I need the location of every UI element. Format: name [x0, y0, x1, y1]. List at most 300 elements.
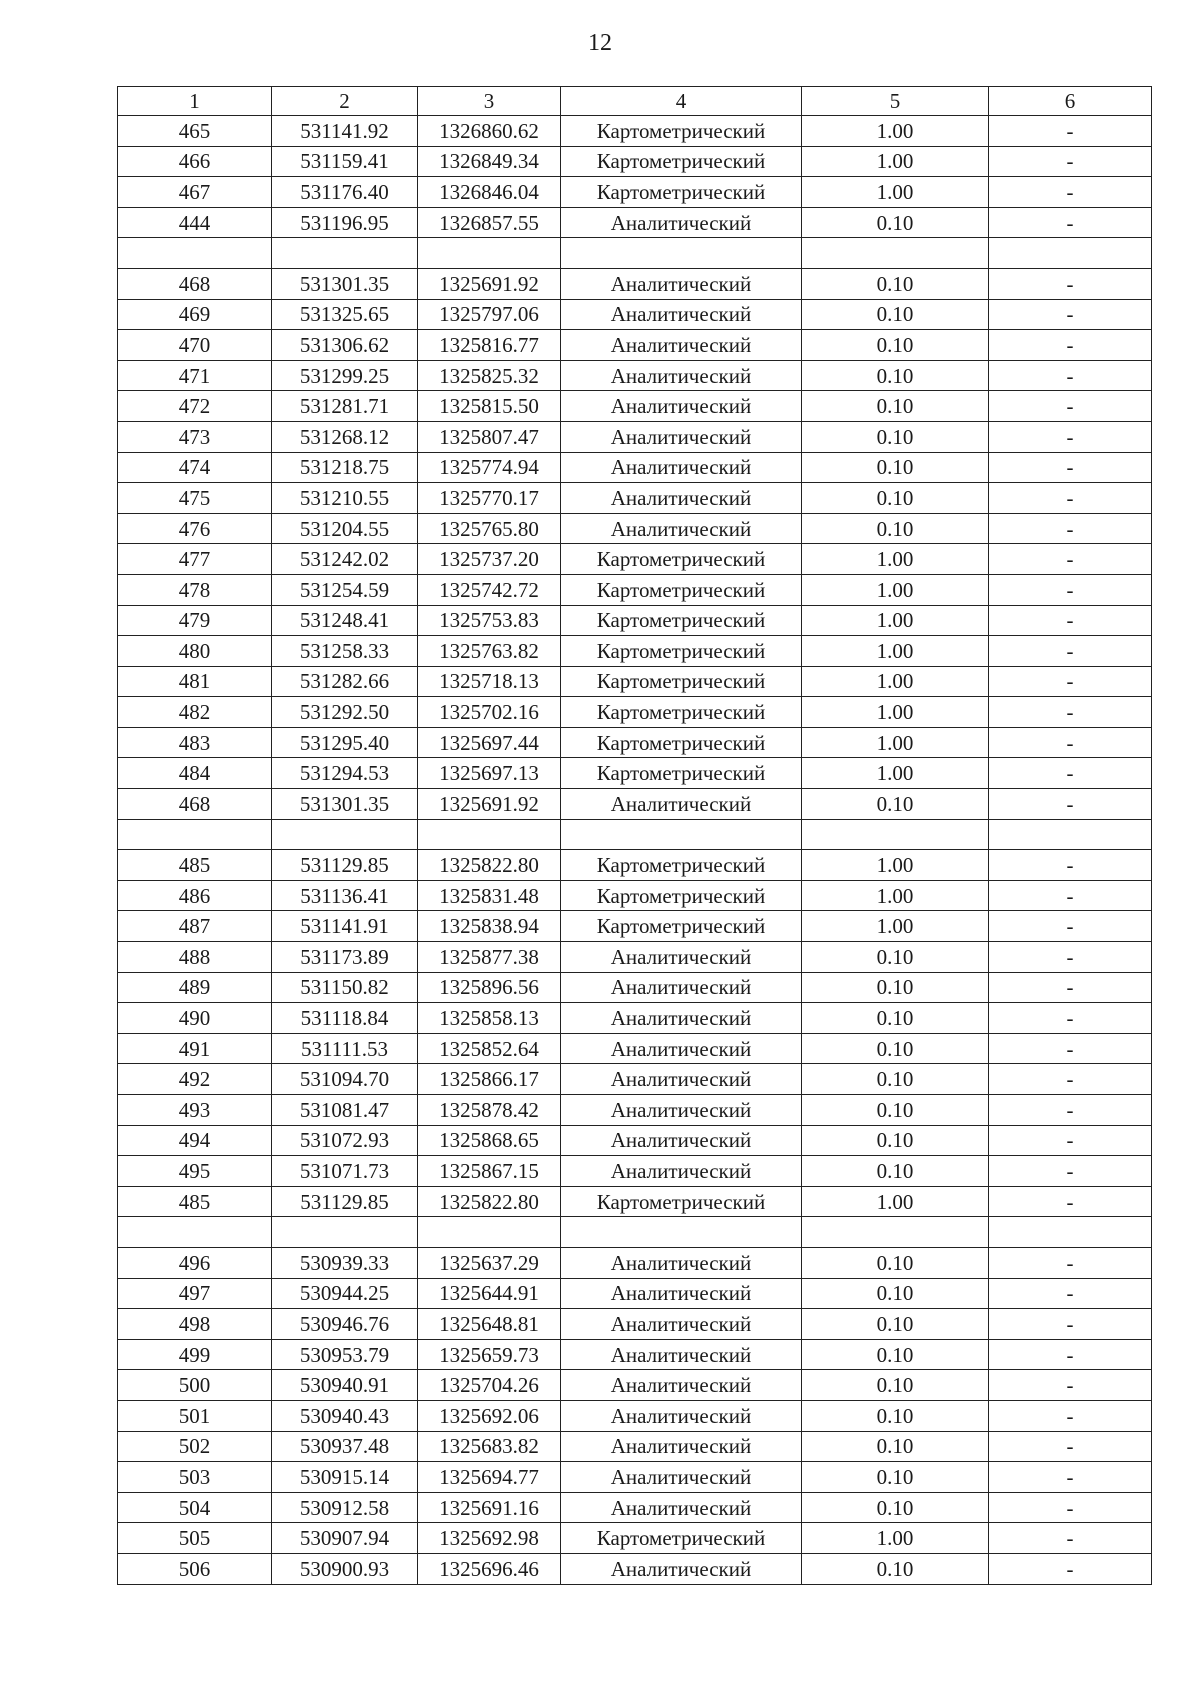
- y-coordinate-cell: 1325694.77: [418, 1462, 561, 1493]
- x-coordinate-cell: 530915.14: [272, 1462, 418, 1493]
- y-coordinate-cell: 1325852.64: [418, 1033, 561, 1064]
- table-header-row: [118, 87, 1152, 116]
- method-cell: Картометрический: [561, 758, 802, 789]
- x-coordinate-cell: 531118.84: [272, 1003, 418, 1034]
- point-number-cell: 477: [118, 544, 272, 575]
- table-row: [118, 1400, 1152, 1431]
- x-coordinate-cell: 531218.75: [272, 452, 418, 483]
- x-coordinate-cell: 531081.47: [272, 1095, 418, 1126]
- note-cell: -: [989, 880, 1152, 911]
- note-cell: -: [989, 1186, 1152, 1217]
- method-cell: Аналитический: [561, 1462, 802, 1493]
- note-cell: -: [989, 727, 1152, 758]
- method-cell: Аналитический: [561, 299, 802, 330]
- method-cell: Аналитический: [561, 1064, 802, 1095]
- table-row: [118, 1553, 1152, 1584]
- point-number-cell: [118, 238, 272, 269]
- y-coordinate-cell: 1325822.80: [418, 1186, 561, 1217]
- note-cell: -: [989, 421, 1152, 452]
- point-number-cell: 493: [118, 1095, 272, 1126]
- x-coordinate-cell: 531071.73: [272, 1156, 418, 1187]
- x-coordinate-cell: 531176.40: [272, 177, 418, 208]
- point-number-cell: 499: [118, 1339, 272, 1370]
- accuracy-cell: 1.00: [802, 1523, 989, 1554]
- note-cell: -: [989, 513, 1152, 544]
- y-coordinate-cell: 1325691.92: [418, 789, 561, 820]
- note-cell: -: [989, 1125, 1152, 1156]
- method-cell: [561, 1217, 802, 1248]
- note-cell: -: [989, 1278, 1152, 1309]
- accuracy-cell: 0.10: [802, 1156, 989, 1187]
- method-cell: Аналитический: [561, 513, 802, 544]
- column-header: 1: [118, 87, 272, 116]
- y-coordinate-cell: 1325866.17: [418, 1064, 561, 1095]
- table-row: [118, 360, 1152, 391]
- y-coordinate-cell: 1325637.29: [418, 1247, 561, 1278]
- method-cell: [561, 819, 802, 850]
- y-coordinate-cell: 1325797.06: [418, 299, 561, 330]
- table-row: [118, 942, 1152, 973]
- table-row: [118, 116, 1152, 147]
- table-row: [118, 1370, 1152, 1401]
- accuracy-cell: 1.00: [802, 727, 989, 758]
- x-coordinate-cell: 530907.94: [272, 1523, 418, 1554]
- note-cell: -: [989, 636, 1152, 667]
- y-coordinate-cell: 1325702.16: [418, 697, 561, 728]
- x-coordinate-cell: 531306.62: [272, 330, 418, 361]
- y-coordinate-cell: 1325691.92: [418, 268, 561, 299]
- x-coordinate-cell: 531325.65: [272, 299, 418, 330]
- point-number-cell: 467: [118, 177, 272, 208]
- y-coordinate-cell: 1325896.56: [418, 972, 561, 1003]
- point-number-cell: 497: [118, 1278, 272, 1309]
- method-cell: Аналитический: [561, 942, 802, 973]
- method-cell: Аналитический: [561, 421, 802, 452]
- x-coordinate-cell: 531150.82: [272, 972, 418, 1003]
- table-row: [118, 819, 1152, 850]
- x-coordinate-cell: 531301.35: [272, 268, 418, 299]
- point-number-cell: 478: [118, 574, 272, 605]
- table-row: [118, 605, 1152, 636]
- accuracy-cell: 1.00: [802, 636, 989, 667]
- note-cell: -: [989, 1370, 1152, 1401]
- accuracy-cell: 0.10: [802, 1462, 989, 1493]
- note-cell: -: [989, 116, 1152, 147]
- point-number-cell: 489: [118, 972, 272, 1003]
- y-coordinate-cell: 1325831.48: [418, 880, 561, 911]
- x-coordinate-cell: 531295.40: [272, 727, 418, 758]
- note-cell: -: [989, 697, 1152, 728]
- point-number-cell: 490: [118, 1003, 272, 1034]
- table-row: [118, 207, 1152, 238]
- method-cell: Картометрический: [561, 605, 802, 636]
- accuracy-cell: 0.10: [802, 1370, 989, 1401]
- x-coordinate-cell: 531129.85: [272, 850, 418, 881]
- x-coordinate-cell: 531141.92: [272, 116, 418, 147]
- method-cell: Аналитический: [561, 360, 802, 391]
- point-number-cell: 469: [118, 299, 272, 330]
- point-number-cell: 475: [118, 483, 272, 514]
- point-number-cell: 484: [118, 758, 272, 789]
- point-number-cell: 494: [118, 1125, 272, 1156]
- page-number: 12: [588, 30, 612, 56]
- method-cell: Картометрический: [561, 636, 802, 667]
- y-coordinate-cell: 1325877.38: [418, 942, 561, 973]
- point-number-cell: 505: [118, 1523, 272, 1554]
- note-cell: -: [989, 299, 1152, 330]
- coordinates-table: [117, 86, 1152, 1585]
- point-number-cell: 500: [118, 1370, 272, 1401]
- accuracy-cell: 0.10: [802, 1125, 989, 1156]
- column-header: 3: [418, 87, 561, 116]
- x-coordinate-cell: 530900.93: [272, 1553, 418, 1584]
- x-coordinate-cell: 531094.70: [272, 1064, 418, 1095]
- x-coordinate-cell: 531196.95: [272, 207, 418, 238]
- point-number-cell: 479: [118, 605, 272, 636]
- point-number-cell: 506: [118, 1553, 272, 1584]
- point-number-cell: 470: [118, 330, 272, 361]
- point-number-cell: 504: [118, 1492, 272, 1523]
- accuracy-cell: 0.10: [802, 452, 989, 483]
- x-coordinate-cell: 531258.33: [272, 636, 418, 667]
- method-cell: Аналитический: [561, 1095, 802, 1126]
- x-coordinate-cell: 531248.41: [272, 605, 418, 636]
- table-row: [118, 513, 1152, 544]
- table-row: [118, 1309, 1152, 1340]
- accuracy-cell: [802, 819, 989, 850]
- table-row: [118, 1033, 1152, 1064]
- method-cell: Картометрический: [561, 666, 802, 697]
- method-cell: Картометрический: [561, 1523, 802, 1554]
- table-row: [118, 789, 1152, 820]
- accuracy-cell: 1.00: [802, 697, 989, 728]
- accuracy-cell: [802, 1217, 989, 1248]
- note-cell: -: [989, 452, 1152, 483]
- y-coordinate-cell: 1325696.46: [418, 1553, 561, 1584]
- accuracy-cell: 1.00: [802, 574, 989, 605]
- y-coordinate-cell: 1325807.47: [418, 421, 561, 452]
- x-coordinate-cell: 531299.25: [272, 360, 418, 391]
- point-number-cell: 485: [118, 850, 272, 881]
- x-coordinate-cell: 530940.43: [272, 1400, 418, 1431]
- y-coordinate-cell: 1326857.55: [418, 207, 561, 238]
- note-cell: -: [989, 1431, 1152, 1462]
- point-number-cell: 491: [118, 1033, 272, 1064]
- y-coordinate-cell: 1325737.20: [418, 544, 561, 575]
- note-cell: -: [989, 1033, 1152, 1064]
- point-number-cell: 466: [118, 146, 272, 177]
- method-cell: Аналитический: [561, 1156, 802, 1187]
- y-coordinate-cell: 1325825.32: [418, 360, 561, 391]
- x-coordinate-cell: 530939.33: [272, 1247, 418, 1278]
- table-row: [118, 1278, 1152, 1309]
- x-coordinate-cell: 531292.50: [272, 697, 418, 728]
- x-coordinate-cell: 531173.89: [272, 942, 418, 973]
- point-number-cell: 496: [118, 1247, 272, 1278]
- accuracy-cell: 0.10: [802, 1033, 989, 1064]
- table-row: [118, 1247, 1152, 1278]
- accuracy-cell: 1.00: [802, 146, 989, 177]
- method-cell: Аналитический: [561, 1400, 802, 1431]
- point-number-cell: 444: [118, 207, 272, 238]
- accuracy-cell: 1.00: [802, 1186, 989, 1217]
- table-row: [118, 850, 1152, 881]
- note-cell: -: [989, 1339, 1152, 1370]
- y-coordinate-cell: [418, 1217, 561, 1248]
- note-cell: -: [989, 360, 1152, 391]
- x-coordinate-cell: 531294.53: [272, 758, 418, 789]
- accuracy-cell: 1.00: [802, 850, 989, 881]
- point-number-cell: 482: [118, 697, 272, 728]
- table-row: [118, 758, 1152, 789]
- method-cell: Аналитический: [561, 1125, 802, 1156]
- x-coordinate-cell: 530953.79: [272, 1339, 418, 1370]
- accuracy-cell: 0.10: [802, 1003, 989, 1034]
- note-cell: -: [989, 177, 1152, 208]
- accuracy-cell: 0.10: [802, 207, 989, 238]
- method-cell: Картометрический: [561, 574, 802, 605]
- method-cell: Аналитический: [561, 268, 802, 299]
- table-row: [118, 330, 1152, 361]
- table-row: [118, 1462, 1152, 1493]
- accuracy-cell: 0.10: [802, 391, 989, 422]
- point-number-cell: 502: [118, 1431, 272, 1462]
- accuracy-cell: 1.00: [802, 911, 989, 942]
- note-cell: -: [989, 942, 1152, 973]
- y-coordinate-cell: 1325765.80: [418, 513, 561, 544]
- method-cell: Аналитический: [561, 1553, 802, 1584]
- method-cell: Картометрический: [561, 177, 802, 208]
- method-cell: Аналитический: [561, 1339, 802, 1370]
- accuracy-cell: 0.10: [802, 1492, 989, 1523]
- y-coordinate-cell: 1326846.04: [418, 177, 561, 208]
- point-number-cell: [118, 1217, 272, 1248]
- note-cell: -: [989, 1247, 1152, 1278]
- y-coordinate-cell: 1325718.13: [418, 666, 561, 697]
- point-number-cell: 468: [118, 789, 272, 820]
- x-coordinate-cell: 531072.93: [272, 1125, 418, 1156]
- y-coordinate-cell: 1325753.83: [418, 605, 561, 636]
- table-row: [118, 1523, 1152, 1554]
- note-cell: [989, 238, 1152, 269]
- note-cell: -: [989, 1156, 1152, 1187]
- table-row: [118, 1156, 1152, 1187]
- table-row: [118, 1492, 1152, 1523]
- table-row: [118, 1339, 1152, 1370]
- table-row: [118, 911, 1152, 942]
- table-row: [118, 1095, 1152, 1126]
- x-coordinate-cell: [272, 238, 418, 269]
- accuracy-cell: 0.10: [802, 942, 989, 973]
- note-cell: -: [989, 1400, 1152, 1431]
- accuracy-cell: 0.10: [802, 1431, 989, 1462]
- table-row: [118, 880, 1152, 911]
- note-cell: -: [989, 330, 1152, 361]
- point-number-cell: 476: [118, 513, 272, 544]
- x-coordinate-cell: [272, 1217, 418, 1248]
- table-row: [118, 544, 1152, 575]
- note-cell: -: [989, 544, 1152, 575]
- accuracy-cell: 0.10: [802, 483, 989, 514]
- table-row: [118, 299, 1152, 330]
- column-header: 4: [561, 87, 802, 116]
- x-coordinate-cell: 531301.35: [272, 789, 418, 820]
- note-cell: [989, 819, 1152, 850]
- point-number-cell: 486: [118, 880, 272, 911]
- table-row: [118, 574, 1152, 605]
- note-cell: -: [989, 1095, 1152, 1126]
- accuracy-cell: 1.00: [802, 666, 989, 697]
- accuracy-cell: 0.10: [802, 513, 989, 544]
- table-row: [118, 238, 1152, 269]
- y-coordinate-cell: 1325692.98: [418, 1523, 561, 1554]
- method-cell: Картометрический: [561, 116, 802, 147]
- method-cell: Аналитический: [561, 1247, 802, 1278]
- accuracy-cell: 0.10: [802, 1339, 989, 1370]
- x-coordinate-cell: 531141.91: [272, 911, 418, 942]
- method-cell: Картометрический: [561, 727, 802, 758]
- x-coordinate-cell: 530944.25: [272, 1278, 418, 1309]
- y-coordinate-cell: 1325742.72: [418, 574, 561, 605]
- x-coordinate-cell: 531159.41: [272, 146, 418, 177]
- method-cell: Аналитический: [561, 330, 802, 361]
- point-number-cell: 465: [118, 116, 272, 147]
- accuracy-cell: 0.10: [802, 268, 989, 299]
- accuracy-cell: [802, 238, 989, 269]
- table-row: [118, 391, 1152, 422]
- point-number-cell: 471: [118, 360, 272, 391]
- note-cell: -: [989, 1309, 1152, 1340]
- table-row: [118, 1003, 1152, 1034]
- method-cell: Картометрический: [561, 880, 802, 911]
- y-coordinate-cell: 1325644.91: [418, 1278, 561, 1309]
- point-number-cell: 468: [118, 268, 272, 299]
- note-cell: -: [989, 483, 1152, 514]
- column-header: 2: [272, 87, 418, 116]
- note-cell: -: [989, 1064, 1152, 1095]
- point-number-cell: [118, 819, 272, 850]
- table-row: [118, 1217, 1152, 1248]
- accuracy-cell: 1.00: [802, 880, 989, 911]
- column-header: 5: [802, 87, 989, 116]
- point-number-cell: 495: [118, 1156, 272, 1187]
- x-coordinate-cell: 530912.58: [272, 1492, 418, 1523]
- table-row: [118, 636, 1152, 667]
- method-cell: Аналитический: [561, 1370, 802, 1401]
- point-number-cell: 501: [118, 1400, 272, 1431]
- x-coordinate-cell: 530937.48: [272, 1431, 418, 1462]
- point-number-cell: 498: [118, 1309, 272, 1340]
- accuracy-cell: 0.10: [802, 1309, 989, 1340]
- point-number-cell: 473: [118, 421, 272, 452]
- accuracy-cell: 0.10: [802, 789, 989, 820]
- method-cell: Аналитический: [561, 1492, 802, 1523]
- note-cell: -: [989, 666, 1152, 697]
- y-coordinate-cell: 1325822.80: [418, 850, 561, 881]
- accuracy-cell: 0.10: [802, 1095, 989, 1126]
- x-coordinate-cell: 531268.12: [272, 421, 418, 452]
- method-cell: Картометрический: [561, 1186, 802, 1217]
- accuracy-cell: 1.00: [802, 758, 989, 789]
- table-row: [118, 421, 1152, 452]
- y-coordinate-cell: 1325683.82: [418, 1431, 561, 1462]
- note-cell: -: [989, 758, 1152, 789]
- point-number-cell: 483: [118, 727, 272, 758]
- method-cell: Аналитический: [561, 207, 802, 238]
- accuracy-cell: 0.10: [802, 1064, 989, 1095]
- table-row: [118, 1125, 1152, 1156]
- accuracy-cell: 0.10: [802, 1553, 989, 1584]
- accuracy-cell: 0.10: [802, 299, 989, 330]
- y-coordinate-cell: 1325815.50: [418, 391, 561, 422]
- point-number-cell: 485: [118, 1186, 272, 1217]
- y-coordinate-cell: 1325659.73: [418, 1339, 561, 1370]
- point-number-cell: 480: [118, 636, 272, 667]
- accuracy-cell: 0.10: [802, 1247, 989, 1278]
- method-cell: Картометрический: [561, 911, 802, 942]
- table-row: [118, 177, 1152, 208]
- accuracy-cell: 0.10: [802, 360, 989, 391]
- point-number-cell: 503: [118, 1462, 272, 1493]
- note-cell: [989, 1217, 1152, 1248]
- y-coordinate-cell: 1326860.62: [418, 116, 561, 147]
- x-coordinate-cell: 530946.76: [272, 1309, 418, 1340]
- y-coordinate-cell: 1325770.17: [418, 483, 561, 514]
- method-cell: Аналитический: [561, 789, 802, 820]
- note-cell: -: [989, 911, 1152, 942]
- accuracy-cell: 0.10: [802, 421, 989, 452]
- table-row: [118, 1064, 1152, 1095]
- note-cell: -: [989, 268, 1152, 299]
- note-cell: -: [989, 1003, 1152, 1034]
- point-number-cell: 488: [118, 942, 272, 973]
- y-coordinate-cell: 1325648.81: [418, 1309, 561, 1340]
- table-row: [118, 483, 1152, 514]
- note-cell: -: [989, 207, 1152, 238]
- point-number-cell: 492: [118, 1064, 272, 1095]
- note-cell: -: [989, 1553, 1152, 1584]
- x-coordinate-cell: 531242.02: [272, 544, 418, 575]
- table-row: [118, 1431, 1152, 1462]
- x-coordinate-cell: 530940.91: [272, 1370, 418, 1401]
- accuracy-cell: 1.00: [802, 177, 989, 208]
- accuracy-cell: 1.00: [802, 605, 989, 636]
- method-cell: Аналитический: [561, 1278, 802, 1309]
- y-coordinate-cell: 1325774.94: [418, 452, 561, 483]
- note-cell: -: [989, 391, 1152, 422]
- method-cell: Аналитический: [561, 972, 802, 1003]
- table-row: [118, 452, 1152, 483]
- y-coordinate-cell: 1325691.16: [418, 1492, 561, 1523]
- accuracy-cell: 0.10: [802, 1278, 989, 1309]
- method-cell: Аналитический: [561, 1033, 802, 1064]
- x-coordinate-cell: 531129.85: [272, 1186, 418, 1217]
- column-header: 6: [989, 87, 1152, 116]
- y-coordinate-cell: 1325867.15: [418, 1156, 561, 1187]
- y-coordinate-cell: [418, 238, 561, 269]
- x-coordinate-cell: 531254.59: [272, 574, 418, 605]
- method-cell: [561, 238, 802, 269]
- method-cell: Аналитический: [561, 1003, 802, 1034]
- x-coordinate-cell: 531111.53: [272, 1033, 418, 1064]
- accuracy-cell: 0.10: [802, 1400, 989, 1431]
- table-row: [118, 727, 1152, 758]
- point-number-cell: 487: [118, 911, 272, 942]
- note-cell: -: [989, 146, 1152, 177]
- method-cell: Аналитический: [561, 1431, 802, 1462]
- y-coordinate-cell: 1325763.82: [418, 636, 561, 667]
- note-cell: -: [989, 972, 1152, 1003]
